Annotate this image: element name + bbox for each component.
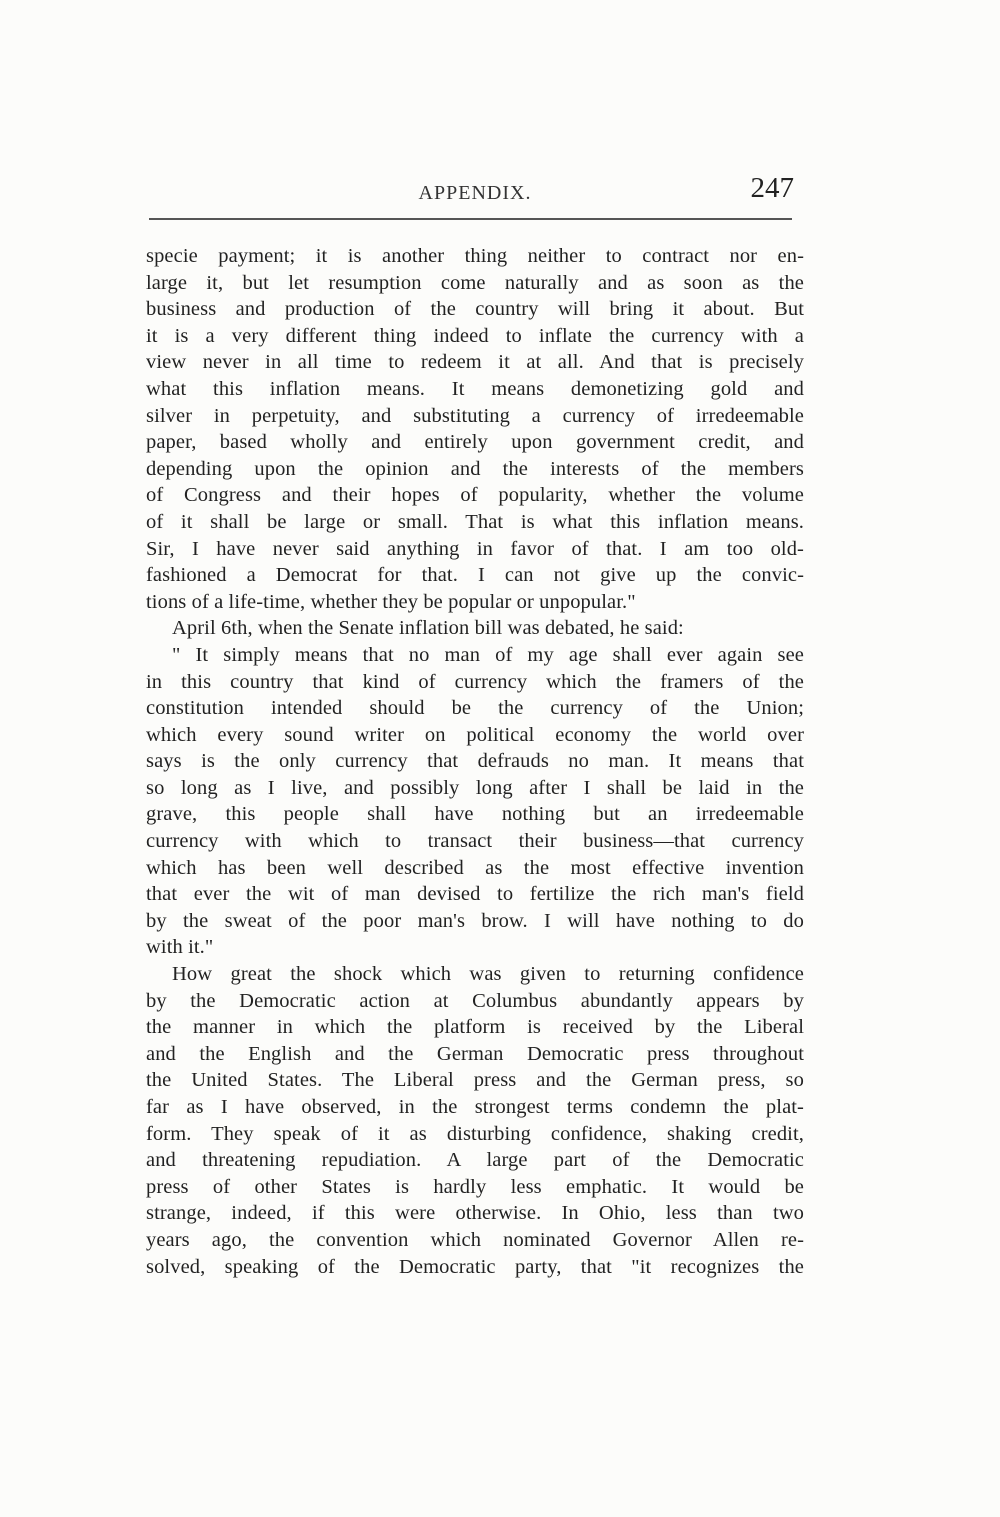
text-line: view never in all time to redeem it at all. And that is precisely — [146, 351, 804, 374]
text-line: How great the shock which was given to returning confidence — [172, 963, 804, 986]
text-line: press of other States is hardly less emphatic. It would be — [146, 1175, 804, 1198]
body-text — [146, 243, 804, 1280]
text-line: large it, but let resumption come naturally and as soon as the — [146, 271, 804, 294]
text-line: business and production of the country will bring it about. But — [146, 298, 804, 321]
text-line: so long as I live, and possibly long after I shall be laid in the — [146, 776, 804, 799]
text-line: April 6th, when the Senate inflation bill was debated, he said: — [172, 617, 684, 640]
text-line: which has been well described as the most effective invention — [146, 856, 804, 879]
text-line: tions of a life-time, whether they be popular or unpopular." — [146, 590, 636, 613]
text-line: by the Democratic action at Columbus abundantly appears by — [146, 989, 804, 1012]
text-line: years ago, the convention which nominated Governor Allen re- — [146, 1228, 804, 1251]
text-line: the United States. The Liberal press and the German press, so — [146, 1069, 804, 1092]
text-line: currency with which to transact their business—that currency — [146, 830, 804, 853]
text-line: strange, indeed, if this were otherwise. In Ohio, less than two — [146, 1202, 804, 1225]
text-line: specie payment; it is another thing neither to contract nor en- — [146, 245, 804, 267]
text-line: paper, based wholly and entirely upon government credit, and — [146, 431, 804, 454]
text-line: says is the only currency that defrauds no man. It means that — [146, 750, 804, 773]
running-head — [150, 172, 800, 212]
page-number: 247 — [750, 172, 794, 204]
text-line: grave, this people shall have nothing but an irredeemable — [146, 803, 804, 826]
text-line: depending upon the opinion and the interests of the members — [146, 457, 804, 480]
text-line: of Congress and their hopes of popularity, whether the volume — [146, 484, 804, 507]
text-line: it is a very different thing indeed to inflate the currency with a — [146, 324, 804, 347]
text-line: in this country that kind of currency which the framers of the — [146, 670, 804, 693]
text-line: which every sound writer on political economy the world over — [146, 723, 804, 746]
text-line: constitution intended should be the currency of the Union; — [146, 697, 804, 720]
text-line: and the English and the German Democratic press throughout — [146, 1042, 804, 1065]
text-line: the manner in which the platform is received by the Liberal — [146, 1016, 804, 1039]
text-line: that ever the wit of man devised to fertilize the rich man's field — [146, 883, 804, 906]
header-rule — [149, 218, 792, 220]
text-line: solved, speaking of the Democratic party, that "it recognizes the — [146, 1255, 804, 1278]
text-line: form. They speak of it as disturbing confidence, shaking credit, — [146, 1122, 804, 1145]
text-line: and threatening repudiation. A large part of the Democratic — [146, 1149, 804, 1172]
text-line: by the sweat of the poor man's brow. I will have nothing to do — [146, 909, 804, 932]
text-line: far as I have observed, in the strongest terms condemn the plat- — [146, 1096, 804, 1118]
text-line: of it shall be large or small. That is what this inflation means. — [146, 510, 804, 533]
running-title: APPENDIX. — [418, 182, 532, 204]
text-line: silver in perpetuity, and substituting a currency of irredeemable — [146, 404, 804, 427]
text-line: with it." — [146, 936, 214, 959]
text-line: fashioned a Democrat for that. I can not give up the convic- — [146, 564, 804, 587]
text-line: " It simply means that no man of my age shall ever again see — [172, 643, 804, 666]
text-line: what this inflation means. It means demonetizing gold and — [146, 377, 804, 400]
text-line: Sir, I have never said anything in favor of that. I am too old- — [146, 537, 804, 560]
